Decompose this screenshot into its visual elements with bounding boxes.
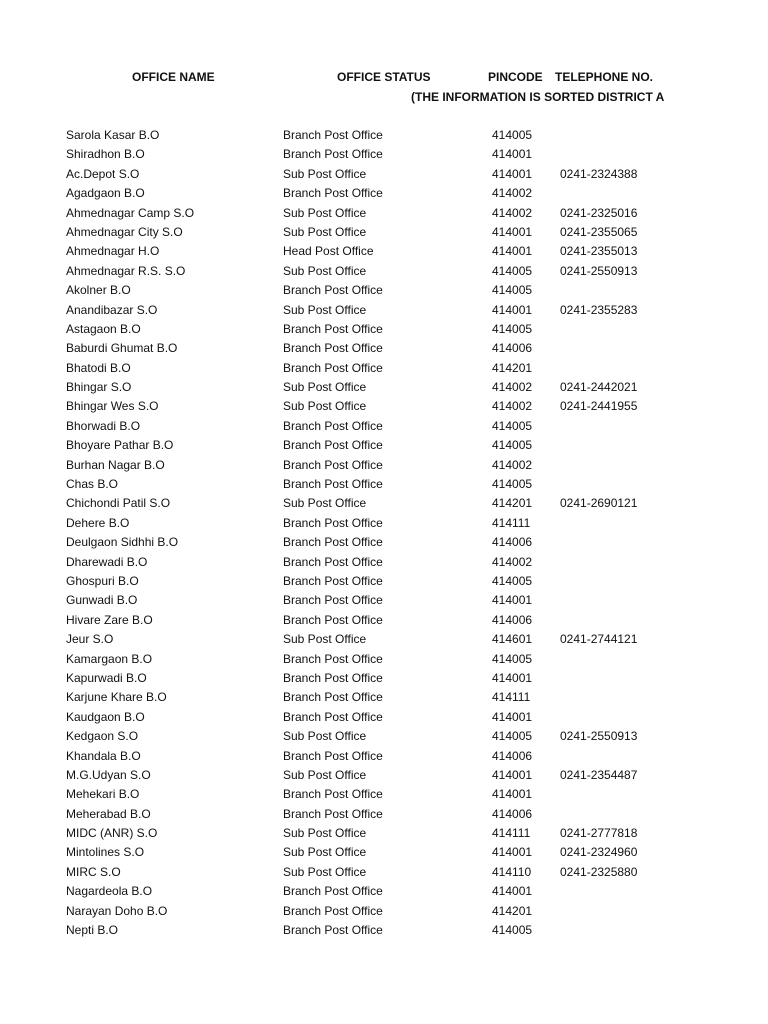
office-name-cell: Bhoyare Pathar B.O [66,438,174,453]
table-row [0,359,768,378]
pincode-cell: 414005 [492,128,533,142]
office-status-cell: Head Post Office [283,244,374,259]
office-status-cell: Sub Post Office [283,263,367,278]
table-row [0,242,768,261]
telephone-cell: 0241-2690121 [560,496,638,511]
table-row [0,727,768,746]
office-name-cell: Hivare Zare B.O [66,612,153,627]
office-status-cell: Sub Post Office [283,205,367,220]
office-status-cell: Sub Post Office [283,380,367,395]
pincode-cell: 414006 [492,612,533,627]
office-status-cell: Branch Post Office [283,535,383,550]
pincode-cell: 414001 [492,884,533,899]
pincode-cell: 414002 [492,380,533,395]
table-row [0,126,768,145]
table-row [0,417,768,436]
office-status-cell: Branch Post Office [283,709,383,724]
table-row [0,688,768,707]
pincode-cell: 414006 [492,748,533,763]
table-row [0,436,768,455]
table-row [0,262,768,281]
pincode-cell: 414002 [492,399,533,414]
office-name-cell: MIDC (ANR) S.O [66,826,158,841]
office-name-cell: Kedgaon S.O [66,729,139,744]
office-name-cell: Deulgaon Sidhhi B.O [66,535,179,550]
office-status-cell: Branch Post Office [283,360,383,375]
office-name-cell: Ahmednagar R.S. S.O [66,263,186,278]
office-status-cell: Branch Post Office [283,418,383,433]
office-name-cell: Jeur S.O [66,632,114,647]
pincode-cell: 414001 [492,709,533,724]
office-name-cell: Sarola Kasar B.O [66,128,160,142]
table-row [0,204,768,223]
office-status-cell: Branch Post Office [283,923,383,938]
table-row [0,281,768,300]
office-name-cell: Chichondi Patil S.O [66,496,171,511]
office-name-cell: Shiradhon B.O [66,147,145,162]
office-name-cell: Agadgaon B.O [66,186,145,201]
office-name-cell: Baburdi Ghumat B.O [66,341,178,356]
table-row [0,650,768,669]
table-row [0,475,768,494]
office-name-cell: Burhan Nagar B.O [66,457,165,472]
table-row [0,747,768,766]
office-status-cell: Branch Post Office [283,321,383,336]
office-status-cell: Branch Post Office [283,787,383,802]
office-status-cell: Branch Post Office [283,748,383,763]
office-status-cell: Sub Post Office [283,767,367,782]
table-row [0,320,768,339]
office-status-cell: Branch Post Office [283,147,383,162]
sort-note: (THE INFORMATION IS SORTED DISTRICT A [411,90,665,104]
table-row [0,591,768,610]
telephone-cell: 0241-2355013 [560,244,638,259]
telephone-cell: 0241-2355283 [560,302,638,317]
table-row [0,572,768,591]
table-row [0,902,768,921]
table-row [0,785,768,804]
pincode-cell: 414002 [492,554,533,569]
office-name-cell: Dharewadi B.O [66,554,148,569]
office-status-cell: Branch Post Office [283,186,383,201]
pincode-cell: 414001 [492,670,533,685]
telephone-cell: 0241-2550913 [560,263,638,278]
telephone-cell: 0241-2325016 [560,205,638,220]
office-name-cell: Kapurwadi B.O [66,670,147,685]
telephone-cell: 0241-2355065 [560,224,638,239]
table-row [0,223,768,242]
table-row [0,882,768,901]
office-status-cell: Branch Post Office [283,554,383,569]
pincode-cell: 414001 [492,147,533,162]
table-row [0,553,768,572]
table-row [0,533,768,552]
office-status-cell: Branch Post Office [283,903,383,918]
table-row [0,863,768,882]
header-pincode: PINCODE [488,70,543,84]
pincode-cell: 414005 [492,321,533,336]
pincode-cell: 414601 [492,632,533,647]
office-name-cell: Nagardeola B.O [66,884,153,899]
office-name-cell: Meherabad B.O [66,806,151,821]
pincode-cell: 414005 [492,418,533,433]
office-status-cell: Branch Post Office [283,690,383,705]
office-status-cell: Sub Post Office [283,166,367,181]
pincode-cell: 414111 [492,515,531,530]
pincode-cell: 414005 [492,283,533,298]
pincode-cell: 414002 [492,205,533,220]
office-name-cell: Bhingar Wes S.O [66,399,159,414]
header-office-name: OFFICE NAME [132,70,215,84]
office-name-cell: MIRC S.O [66,864,121,879]
office-status-cell: Branch Post Office [283,438,383,453]
table-row [0,843,768,862]
table-row [0,397,768,416]
header-telephone: TELEPHONE NO. [555,70,654,84]
table-row [0,611,768,630]
office-status-cell: Branch Post Office [283,612,383,627]
office-status-cell: Branch Post Office [283,573,383,588]
office-status-cell: Branch Post Office [283,593,383,608]
table-row [0,301,768,320]
table-row [0,805,768,824]
pincode-cell: 414005 [492,729,533,744]
table-row [0,514,768,533]
office-status-cell: Branch Post Office [283,283,383,298]
office-status-cell: Sub Post Office [283,302,367,317]
office-name-cell: Ahmednagar Camp S.O [66,205,195,220]
office-name-cell: Dehere B.O [66,515,130,530]
office-status-cell: Branch Post Office [283,128,383,142]
office-name-cell: Kamargaon B.O [66,651,153,666]
telephone-cell: 0241-2442021 [560,380,638,395]
office-name-cell: Chas B.O [66,477,119,492]
pincode-cell: 414002 [492,186,533,201]
office-status-cell: Sub Post Office [283,496,367,511]
pincode-cell: 414201 [492,903,533,918]
office-status-cell: Branch Post Office [283,884,383,899]
pincode-cell: 414001 [492,302,533,317]
office-status-cell: Branch Post Office [283,341,383,356]
pincode-cell: 414002 [492,457,533,472]
office-name-cell: Bhingar S.O [66,380,132,395]
office-status-cell: Branch Post Office [283,477,383,492]
table-row [0,456,768,475]
office-status-cell: Branch Post Office [283,515,383,530]
table-row [0,494,768,513]
office-name-cell: Mintolines S.O [66,845,145,860]
office-status-cell: Sub Post Office [283,632,367,647]
telephone-cell: 0241-2777818 [560,826,638,841]
office-name-cell: Karjune Khare B.O [66,690,167,705]
table-row [0,824,768,843]
pincode-cell: 414001 [492,166,533,181]
office-name-cell: Ahmednagar City S.O [66,224,183,239]
table-row [0,766,768,785]
pincode-cell: 414001 [492,845,533,860]
pincode-cell: 414005 [492,438,533,453]
office-name-cell: Akolner B.O [66,283,131,298]
telephone-cell: 0241-2441955 [560,399,638,414]
table-row [0,669,768,688]
table-row [0,630,768,649]
telephone-cell: 0241-2744121 [560,632,638,647]
office-name-cell: Astagaon B.O [66,321,141,336]
office-status-cell: Branch Post Office [283,457,383,472]
table-row [0,165,768,184]
pincode-cell: 414201 [492,360,533,375]
pincode-cell: 414001 [492,244,533,259]
pincode-cell: 414111 [492,690,531,705]
office-status-cell: Branch Post Office [283,651,383,666]
pincode-cell: 414001 [492,224,533,239]
office-name-cell: Narayan Doho B.O [66,903,168,918]
office-name-cell: Bhatodi B.O [66,360,131,375]
telephone-cell: 0241-2324960 [560,845,638,860]
table-row [0,184,768,203]
office-name-cell: Anandibazar S.O [66,302,158,317]
office-status-cell: Branch Post Office [283,806,383,821]
office-name-cell: Kaudgaon B.O [66,709,145,724]
pincode-cell: 414005 [492,263,533,278]
pincode-cell: 414005 [492,477,533,492]
office-name-cell: Mehekari B.O [66,787,140,802]
office-status-cell: Sub Post Office [283,845,367,860]
office-name-cell: Ac.Depot S.O [66,166,140,181]
table-row [0,145,768,164]
telephone-cell: 0241-2550913 [560,729,638,744]
pincode-cell: 414006 [492,535,533,550]
pincode-cell: 414005 [492,573,533,588]
office-status-cell: Sub Post Office [283,399,367,414]
office-name-cell: Ahmednagar H.O [66,244,160,259]
pincode-cell: 414001 [492,787,533,802]
office-name-cell: Gunwadi B.O [66,593,138,608]
office-table [0,126,768,940]
office-status-cell: Sub Post Office [283,864,367,879]
pincode-cell: 414006 [492,341,533,356]
office-status-cell: Branch Post Office [283,670,383,685]
pincode-cell: 414006 [492,806,533,821]
telephone-cell: 0241-2325880 [560,864,638,879]
table-row [0,378,768,397]
pincode-cell: 414005 [492,923,533,938]
pincode-cell: 414111 [492,826,531,841]
header-office-status: OFFICE STATUS [337,70,431,84]
office-name-cell: M.G.Udyan S.O [66,767,151,782]
table-row [0,339,768,358]
telephone-cell: 0241-2324388 [560,166,638,181]
office-status-cell: Sub Post Office [283,729,367,744]
pincode-cell: 414005 [492,651,533,666]
pincode-cell: 414001 [492,767,533,782]
office-name-cell: Ghospuri B.O [66,573,139,588]
office-name-cell: Khandala B.O [66,748,141,763]
table-row [0,708,768,727]
pincode-cell: 414001 [492,593,533,608]
table-row [0,921,768,940]
office-name-cell: Bhorwadi B.O [66,418,141,433]
pincode-cell: 414110 [492,864,532,879]
office-name-cell: Nepti B.O [66,923,119,938]
pincode-cell: 414201 [492,496,533,511]
office-status-cell: Sub Post Office [283,224,367,239]
office-status-cell: Sub Post Office [283,826,367,841]
telephone-cell: 0241-2354487 [560,767,638,782]
